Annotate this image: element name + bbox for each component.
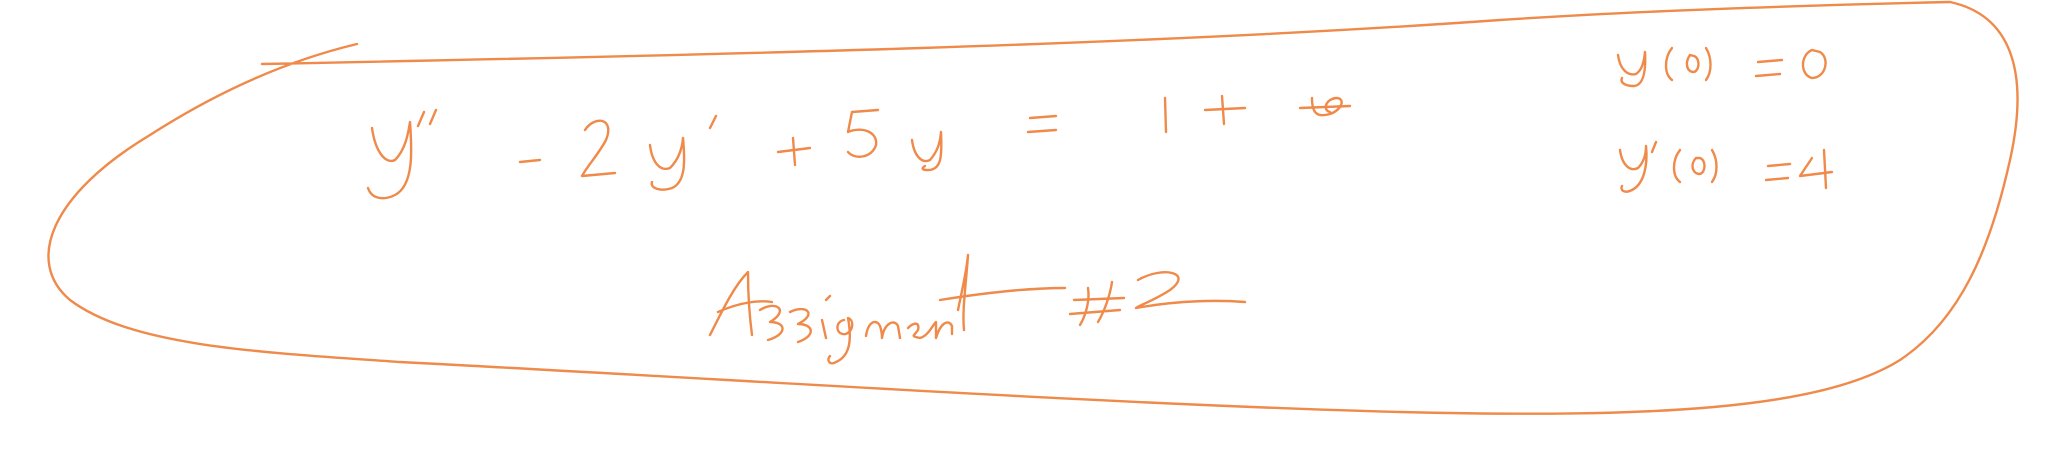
enclosing-loop: [48, 2, 2017, 414]
initial-condition-2: [1620, 142, 1832, 192]
initial-condition-1: [1618, 48, 1826, 86]
heading-signature: [710, 255, 1245, 363]
equation: [368, 96, 1350, 198]
